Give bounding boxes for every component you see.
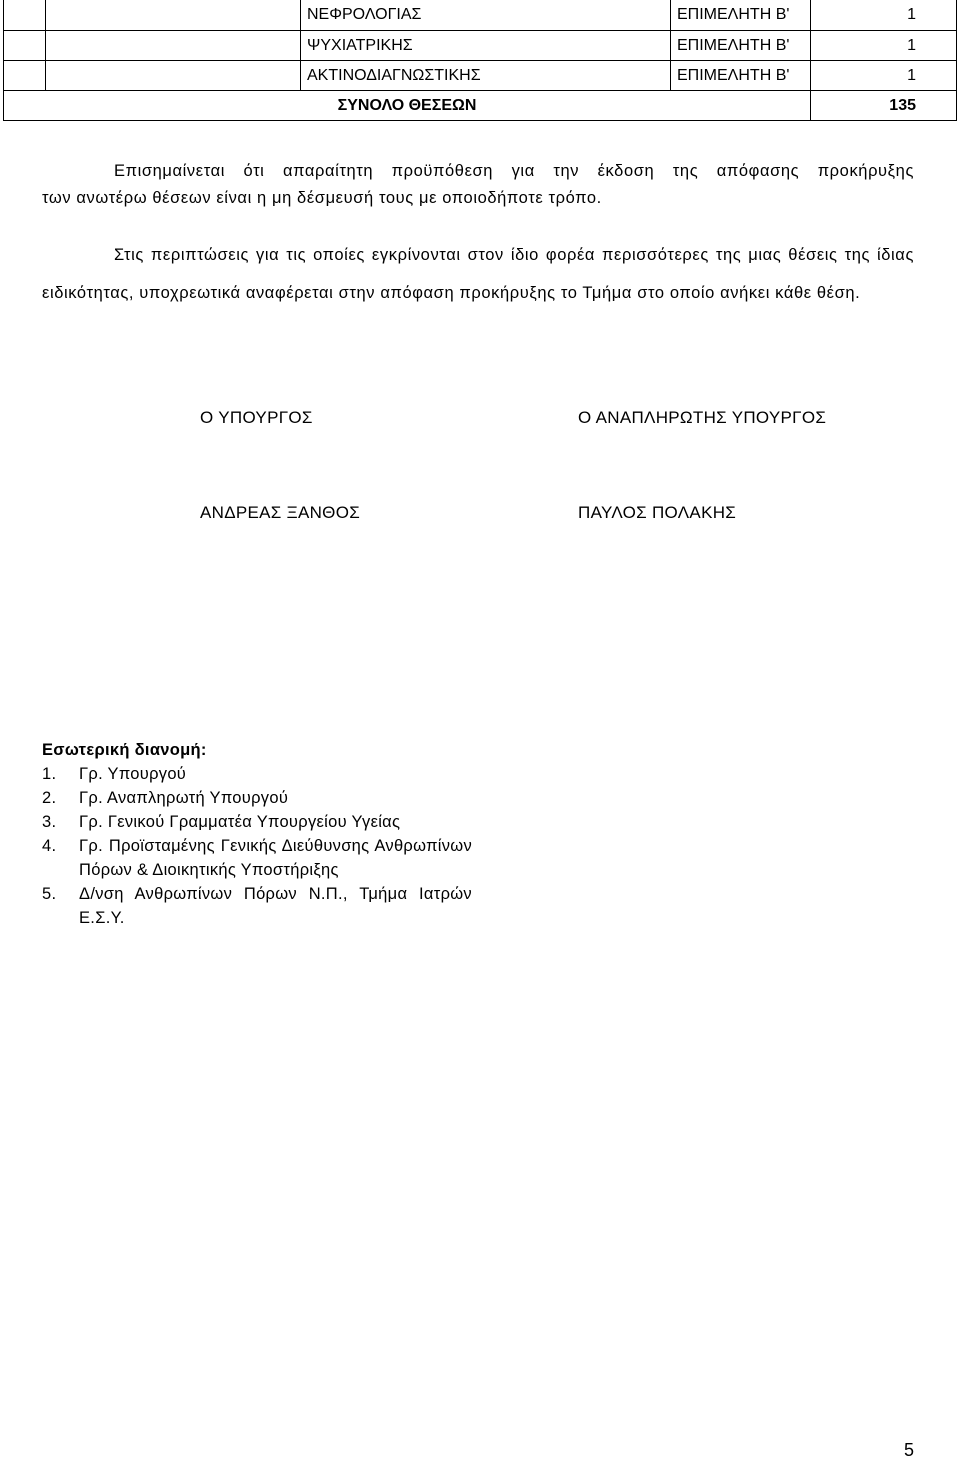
list-item (42, 762, 472, 786)
item-text: Γρ. Προϊσταμένης Γενικής Διεύθυνσης Ανθρωπίνων Πόρων & Διοικητικής Υποστήριξης (79, 837, 472, 879)
table-cell (4, 61, 46, 91)
department-note-text: Στις περιπτώσεις για τις οποίες εγκρίνονται στον ίδιο φορέα περισσότερες της μιας θέσεις της ίδιας ειδικότητας, υποχρεωτικά αναφέρεται στην απόφαση προκήρυξης το Τμήμα στο οποίο ανήκει κάθε θέση. (42, 246, 914, 302)
distribution-heading: Εσωτερική διανομή: (42, 741, 207, 759)
item-text: Δ/νση Ανθρωπίνων Πόρων Ν.Π., Τμήμα Ιατρών Ε.Σ.Υ. (79, 885, 472, 927)
deputy-minister-name: ΠΑΥΛΟΣ ΠΟΛΑΚΗΣ (578, 503, 737, 522)
department-note (42, 236, 914, 312)
table-cell (46, 61, 301, 91)
item-number: 5. (42, 885, 57, 903)
list-item (42, 834, 472, 882)
total-value: 135 (811, 91, 957, 121)
prerequisite-line-2: των ανωτέρω θέσεων είναι η μη δέσμευσή τους με οποιοδήποτε τρόπο. (42, 189, 602, 207)
item-number: 3. (42, 813, 57, 831)
item-number: 2. (42, 789, 57, 807)
table-cell (46, 31, 301, 61)
positions-table (3, 0, 957, 121)
specialty-cell: ΝΕΦΡΟΛΟΓΙΑΣ (301, 0, 671, 31)
item-text: Γρ. Αναπληρωτή Υπουργού (79, 789, 289, 807)
item-text: Γρ. Γενικού Γραμματέα Υπουργείου Υγείας (79, 813, 401, 831)
item-number: 4. (42, 837, 57, 855)
table-row (4, 31, 957, 61)
total-row (4, 91, 957, 121)
prerequisite-line-1: Επισημαίνεται ότι απαραίτητη προϋπόθεση για την έκδοση της απόφασης προκήρυξης (114, 162, 914, 180)
deputy-minister-title: Ο ΑΝΑΠΛΗΡΩΤΗΣ ΥΠΟΥΡΓΟΣ (578, 408, 827, 427)
table-cell (4, 31, 46, 61)
table-cell (46, 0, 301, 31)
total-label: ΣΥΝΟΛΟ ΘΕΣΕΩΝ (4, 91, 811, 121)
item-text: Γρ. Υπουργού (79, 765, 187, 783)
specialty-cell: ΨΥΧΙΑΤΡΙΚΗΣ (301, 31, 671, 61)
prerequisite-note (42, 158, 914, 212)
list-item (42, 786, 472, 810)
minister-name: ΑΝΔΡΕΑΣ ΞΑΝΘΟΣ (200, 503, 361, 522)
list-item (42, 810, 472, 834)
distribution-list (42, 762, 472, 930)
page-number: 5 (904, 1440, 915, 1460)
rank-cell: ΕΠΙΜΕΛΗΤΗ Β' (671, 0, 811, 31)
internal-distribution (42, 738, 472, 930)
rank-cell: ΕΠΙΜΕΛΗΤΗ Β' (671, 61, 811, 91)
rank-cell: ΕΠΙΜΕΛΗΤΗ Β' (671, 31, 811, 61)
list-item (42, 882, 472, 930)
table-row (4, 61, 957, 91)
count-cell: 1 (811, 31, 957, 61)
table-cell (4, 0, 46, 31)
minister-title: Ο ΥΠΟΥΡΓΟΣ (200, 408, 313, 427)
item-number: 1. (42, 765, 57, 783)
count-cell: 1 (811, 0, 957, 31)
specialty-cell: ΑΚΤΙΝΟΔΙΑΓΝΩΣΤΙΚΗΣ (301, 61, 671, 91)
count-cell: 1 (811, 61, 957, 91)
table-row (4, 0, 957, 31)
